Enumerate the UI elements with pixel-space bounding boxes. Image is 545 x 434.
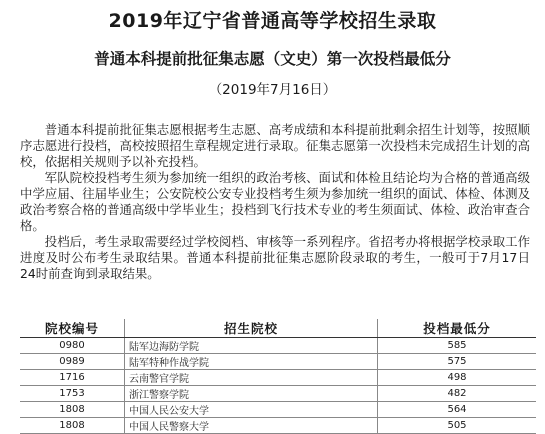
cell-min-score: 482 bbox=[378, 386, 537, 402]
cell-school-code: 0989 bbox=[20, 354, 125, 370]
cell-min-score: 575 bbox=[378, 354, 537, 370]
table-row bbox=[20, 418, 536, 434]
cell-school-code: 1808 bbox=[20, 402, 125, 418]
score-table bbox=[20, 319, 536, 434]
cell-min-score: 585 bbox=[378, 338, 537, 354]
document-title: 2019年辽宁省普通高等学校招生录取 bbox=[108, 10, 437, 32]
cell-school-code: 0980 bbox=[20, 338, 125, 354]
cell-school-code: 1753 bbox=[20, 386, 125, 402]
cell-school-name: 陆军边海防学院 bbox=[125, 338, 378, 354]
cell-school-name: 云南警官学院 bbox=[125, 370, 378, 386]
table-row bbox=[20, 386, 536, 402]
header-school-name: 招生院校 bbox=[125, 319, 378, 338]
paragraph-3: 投档后，考生录取需要经过学校阅档、审核等一系列程序。省招考办将根据学校录取工作进度及时公布考生录取结果。普通本科提前批征集志愿阶段录取的考生，一般可于7月17日24时前查询到录取结果。 bbox=[20, 234, 530, 281]
cell-school-name: 中国人民警察大学 bbox=[125, 418, 378, 434]
paragraph-2: 军队院校投档考生须为参加统一组织的政治考核、面试和体检且结论均为合格的普通高级中学应届、往届毕业生；公安院校公安专业投档考生须为参加统一组织的面试、体检、体测及政治考察合格的普通高级中学毕业生；投档到飞行技术专业的考生须面试、体检、政治审查合格。 bbox=[20, 170, 530, 233]
header-min-score: 投档最低分 bbox=[378, 319, 537, 338]
table-row bbox=[20, 370, 536, 386]
cell-school-name: 陆军特种作战学院 bbox=[125, 354, 378, 370]
header-school-code: 院校编号 bbox=[20, 319, 125, 338]
table-header-row bbox=[20, 319, 536, 338]
cell-school-code: 1716 bbox=[20, 370, 125, 386]
paragraph-1: 普通本科提前批征集志愿根据考生志愿、高考成绩和本科提前批剩余招生计划等，按照顺序志愿进行投档，高校按照招生章程规定进行录取。征集志愿第一次投档未完成招生计划的高校，依据相关规则予以补充投档。 bbox=[20, 122, 530, 169]
table-row bbox=[20, 354, 536, 370]
cell-min-score: 505 bbox=[378, 418, 537, 434]
cell-min-score: 498 bbox=[378, 370, 537, 386]
table-row bbox=[20, 338, 536, 354]
cell-min-score: 564 bbox=[378, 402, 537, 418]
document-date: （2019年7月16日） bbox=[208, 82, 337, 98]
cell-school-name: 中国人民公安大学 bbox=[125, 402, 378, 418]
body-text bbox=[20, 122, 530, 282]
document-subtitle: 普通本科提前批征集志愿（文史）第一次投档最低分 bbox=[94, 50, 451, 68]
cell-school-code: 1808 bbox=[20, 418, 125, 434]
cell-school-name: 浙江警察学院 bbox=[125, 386, 378, 402]
table-row bbox=[20, 402, 536, 418]
